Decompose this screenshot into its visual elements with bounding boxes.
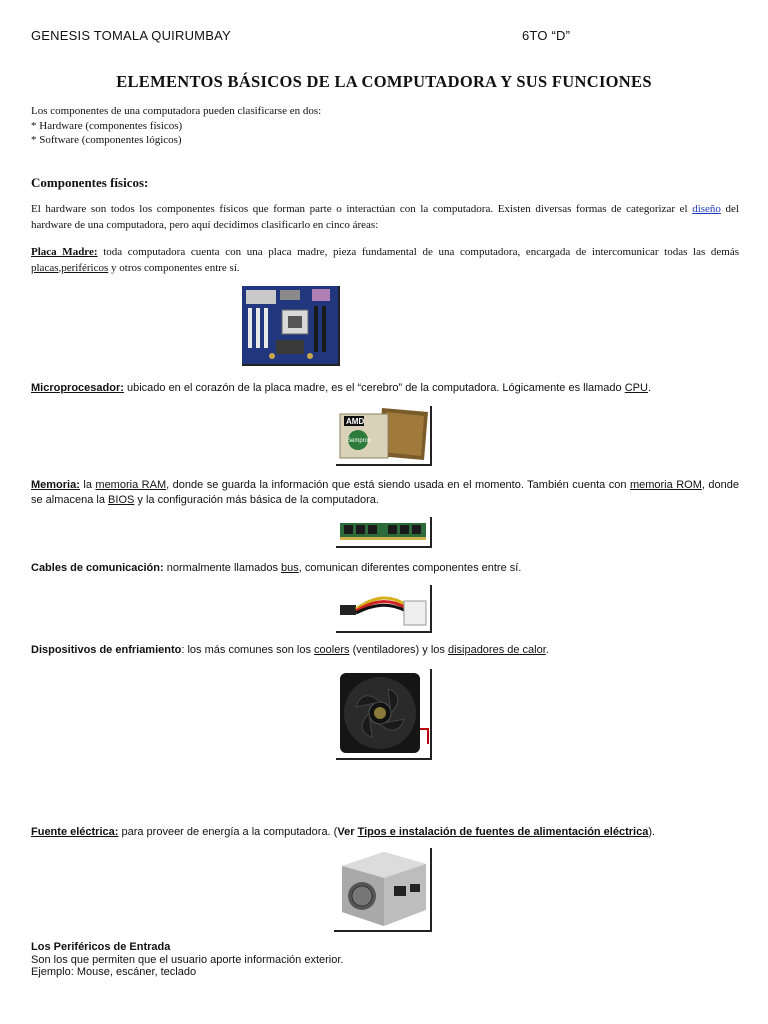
power-supply-image [334,848,432,932]
motherboard-drawing [242,286,338,364]
fuente-paragraph [31,825,739,840]
memoria-text-b: , donde se guarda la información que está siendo usada en el momento. También cuenta con [166,479,630,491]
fan-image [336,669,432,760]
fuentes-link[interactable]: Tipos e instalación de fuentes de alimentación eléctrica [357,826,649,838]
fuente-label: Fuente eléctrica: [31,826,119,838]
motherboard-image [242,286,340,366]
bus-link[interactable]: bus [281,562,299,574]
cables-paragraph [31,561,739,576]
fisicos-text-b: del hardware de una computadora, pero aquí decidimos clasificarlo en cinco áreas: [31,203,739,231]
author-name: GENESIS TOMALA QUIRUMBAY [31,28,231,43]
placa-sep: , [58,261,62,274]
cable-image [336,585,432,633]
chip-model-text: Sempron [347,438,372,444]
intro-line-2: * Hardware (componentes físicos) [31,119,183,132]
memoria-ram-link[interactable]: memoria RAM [95,479,167,491]
perifericos-line-2: Ejemplo: Mouse, escáner, teclado [31,966,197,978]
cable-drawing [336,585,430,631]
ram-drawing [336,517,430,546]
intro-line-1: Los componentes de una computadora pueden clasificarse en dos: [31,105,322,117]
cables-label: Cables de comunicación: [31,562,164,574]
memoria-text-d: y la configuración más básica de la computadora. [134,494,379,506]
ram-image [336,517,432,548]
fuente-text-a: para proveer de energía a la computadora. ( [118,826,338,838]
memoria-text-a: la [79,479,96,491]
memoria-paragraph [31,478,739,508]
micro-label: Microprocesador: [31,382,124,394]
perifericos-line-1: Son los que permiten que el usuario aporte información exterior. [31,953,344,966]
placa-paragraph [31,245,739,276]
fisicos-paragraph [31,201,739,233]
grade-label: 6TO “D” [522,28,571,43]
placa-text-a: toda computadora cuenta con una placa madre, pieza fundamental de una computadora, encargada de intercomunicar todas las demás [97,246,740,258]
perifericos-heading: Los Periféricos de Entrada [31,941,171,953]
fan-drawing [336,669,430,758]
memoria-rom-link[interactable]: memoria ROM [629,479,702,491]
enfriamiento-paragraph [31,643,739,658]
enfriamiento-label: Dispositivos de enfriamiento [31,644,182,656]
perifericos-link[interactable]: periféricos [61,261,109,274]
cables-text-a: normalmente llamados [163,562,282,574]
placa-text-b: y otros componentes entre sí. [108,261,240,274]
fuente-text-b: ). [648,826,656,838]
memoria-text-c: , donde se almacena la [31,479,739,506]
chip-brand-text: AMD [346,417,365,426]
cables-text-b: , comunican diferentes componentes entre sí. [298,562,522,574]
bios-link[interactable]: BIOS [108,494,135,506]
fisicos-text-a: El hardware son todos los componentes físicos que forman parte o interactúan con la computadora. Existen diversas formas de categorizar el [31,203,693,215]
diseno-link[interactable]: diseño [692,203,721,215]
cpu-link[interactable]: CPU [624,382,648,394]
intro-line-3: * Software (componentes lógicos) [31,134,182,146]
enfriamiento-text-a: : los más comunes son los [181,644,315,656]
coolers-link[interactable]: coolers [314,644,350,656]
perifericos-section [31,941,739,979]
micro-text-b: . [647,382,652,394]
intro-paragraph [31,104,739,148]
section-heading-fisicos: Componentes físicos: [31,175,149,190]
placa-label: Placa Madre: [31,246,98,258]
disipadores-link[interactable]: disipadores de calor [447,644,546,656]
enfriamiento-text-b: (ventiladores) y los [349,644,448,656]
micro-text-a: ubicado en el corazón de la placa madre, es el “cerebro” de la computadora. Lógicamente es llamado [123,382,625,394]
document-title: ELEMENTOS BÁSICOS DE LA COMPUTADORA Y SUS FUNCIONES [116,72,652,91]
placas-link[interactable]: placas [31,261,59,274]
micro-paragraph [31,381,739,396]
cpu-drawing [336,406,430,464]
ver-label: Ver [337,826,355,838]
cpu-image [336,406,432,466]
enfriamiento-text-c: . [545,644,549,656]
power-supply-drawing [334,848,430,930]
memoria-label: Memoria: [31,479,80,491]
